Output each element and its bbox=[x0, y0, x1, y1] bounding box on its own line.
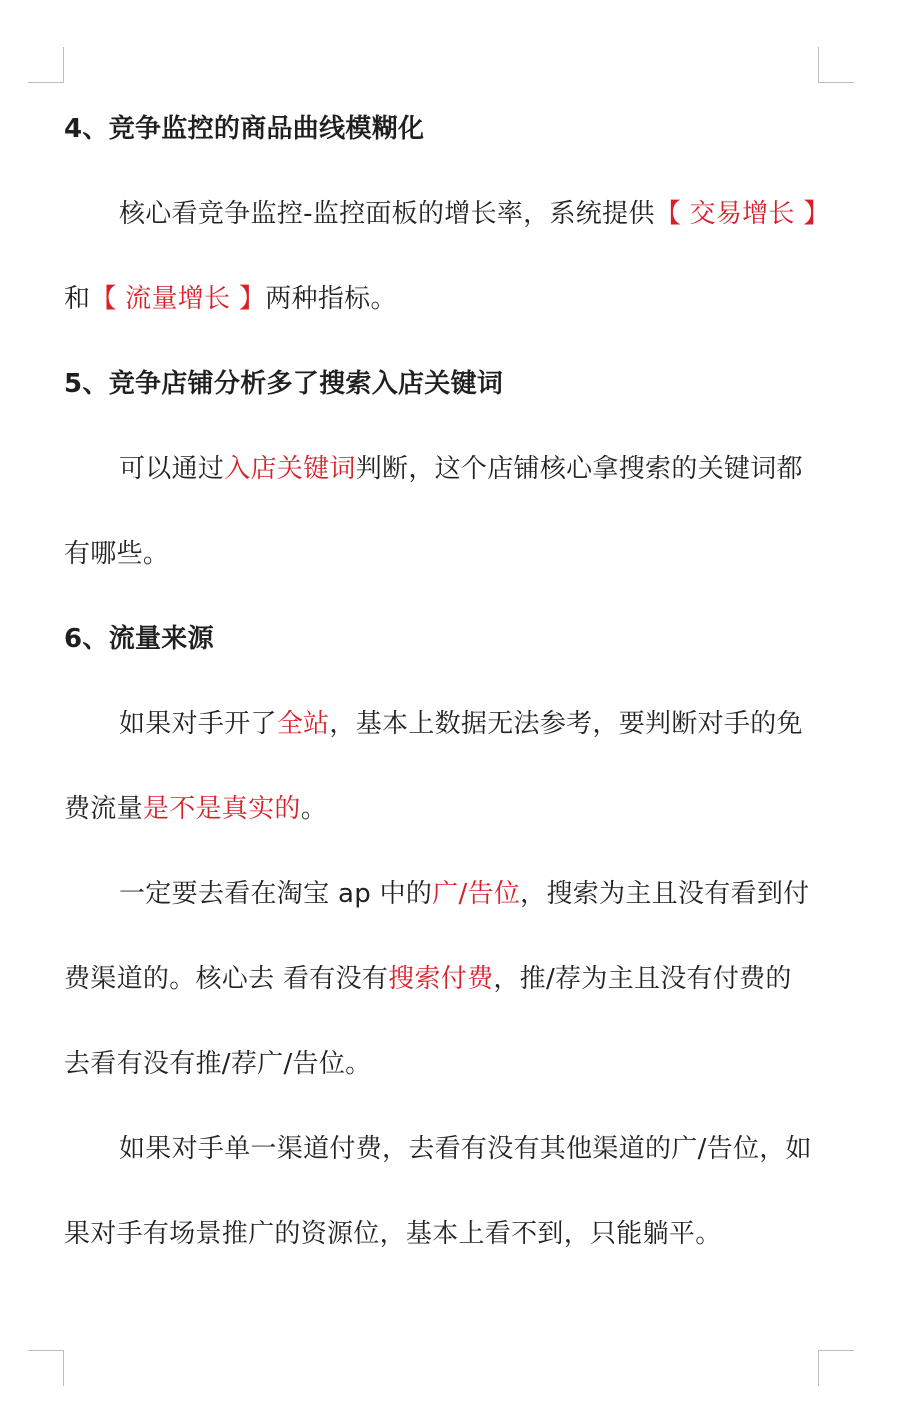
highlight-ad-slot: 广/告位 bbox=[432, 879, 521, 909]
highlight-traffic-growth: 【 流量增长 】 bbox=[90, 284, 266, 314]
heading-6: 6、流量来源 bbox=[64, 624, 214, 654]
paragraph-5-line-2: 有哪些。 bbox=[64, 539, 170, 569]
highlight-search-paid: 搜索付费 bbox=[388, 964, 494, 994]
text: ，推/荐为主且没有付费的 bbox=[493, 964, 792, 994]
highlight-trade-growth: 【 交易增长 】 bbox=[654, 199, 830, 229]
paragraph-6c-line-2: 果对手有场景推广的资源位，基本上看不到，只能躺平。 bbox=[64, 1219, 722, 1249]
text: 。 bbox=[300, 794, 328, 824]
paragraph-4-line-2 bbox=[64, 257, 824, 342]
text: 两种指标。 bbox=[265, 284, 397, 314]
text: 和 bbox=[64, 284, 91, 314]
paragraph-5-line-1 bbox=[64, 427, 824, 512]
text: 费渠道的。核心去 看有没有 bbox=[64, 964, 389, 994]
highlight-is-real: 是不是真实的 bbox=[142, 794, 301, 824]
heading-5: 5、竞争店铺分析多了搜索入店关键词 bbox=[64, 369, 504, 399]
heading-4: 4、竞争监控的商品曲线模糊化 bbox=[64, 114, 425, 144]
text: ，基本上数据无法参考，要判断对手的免 bbox=[329, 709, 803, 739]
document-body bbox=[64, 87, 830, 1277]
text: 费流量 bbox=[64, 794, 143, 824]
highlight-entry-keywords: 入店关键词 bbox=[224, 454, 356, 484]
paragraph-6b-line-1 bbox=[64, 852, 824, 937]
page-corner-top-left bbox=[28, 47, 64, 83]
text: 核心看竞争监控-监控面板的增长率，系统提供 bbox=[119, 199, 655, 229]
page-corner-bottom-left bbox=[28, 1350, 64, 1386]
text: ，搜索为主且没有看到付 bbox=[520, 879, 810, 909]
page-corner-bottom-right bbox=[818, 1350, 854, 1386]
paragraph-6a-line-2 bbox=[64, 767, 824, 852]
paragraph-6c-line-1: 如果对手单一渠道付费，去看有没有其他渠道的广/告位，如 bbox=[119, 1134, 812, 1164]
paragraph-4-line-1 bbox=[64, 172, 830, 257]
text: 可以通过 bbox=[119, 454, 225, 484]
paragraph-6a-line-1 bbox=[64, 682, 824, 767]
text: 如果对手开了 bbox=[119, 709, 277, 739]
paragraph-6b-line-2 bbox=[64, 937, 824, 1022]
paragraph-6b-line-3: 去看有没有推/荐广/告位。 bbox=[64, 1049, 372, 1079]
page-corner-top-right bbox=[818, 47, 854, 83]
text: 判断，这个店铺核心拿搜索的关键词都 bbox=[355, 454, 803, 484]
text: 一定要去看在淘宝 ap 中的 bbox=[119, 879, 433, 909]
highlight-full-site: 全站 bbox=[276, 709, 330, 739]
